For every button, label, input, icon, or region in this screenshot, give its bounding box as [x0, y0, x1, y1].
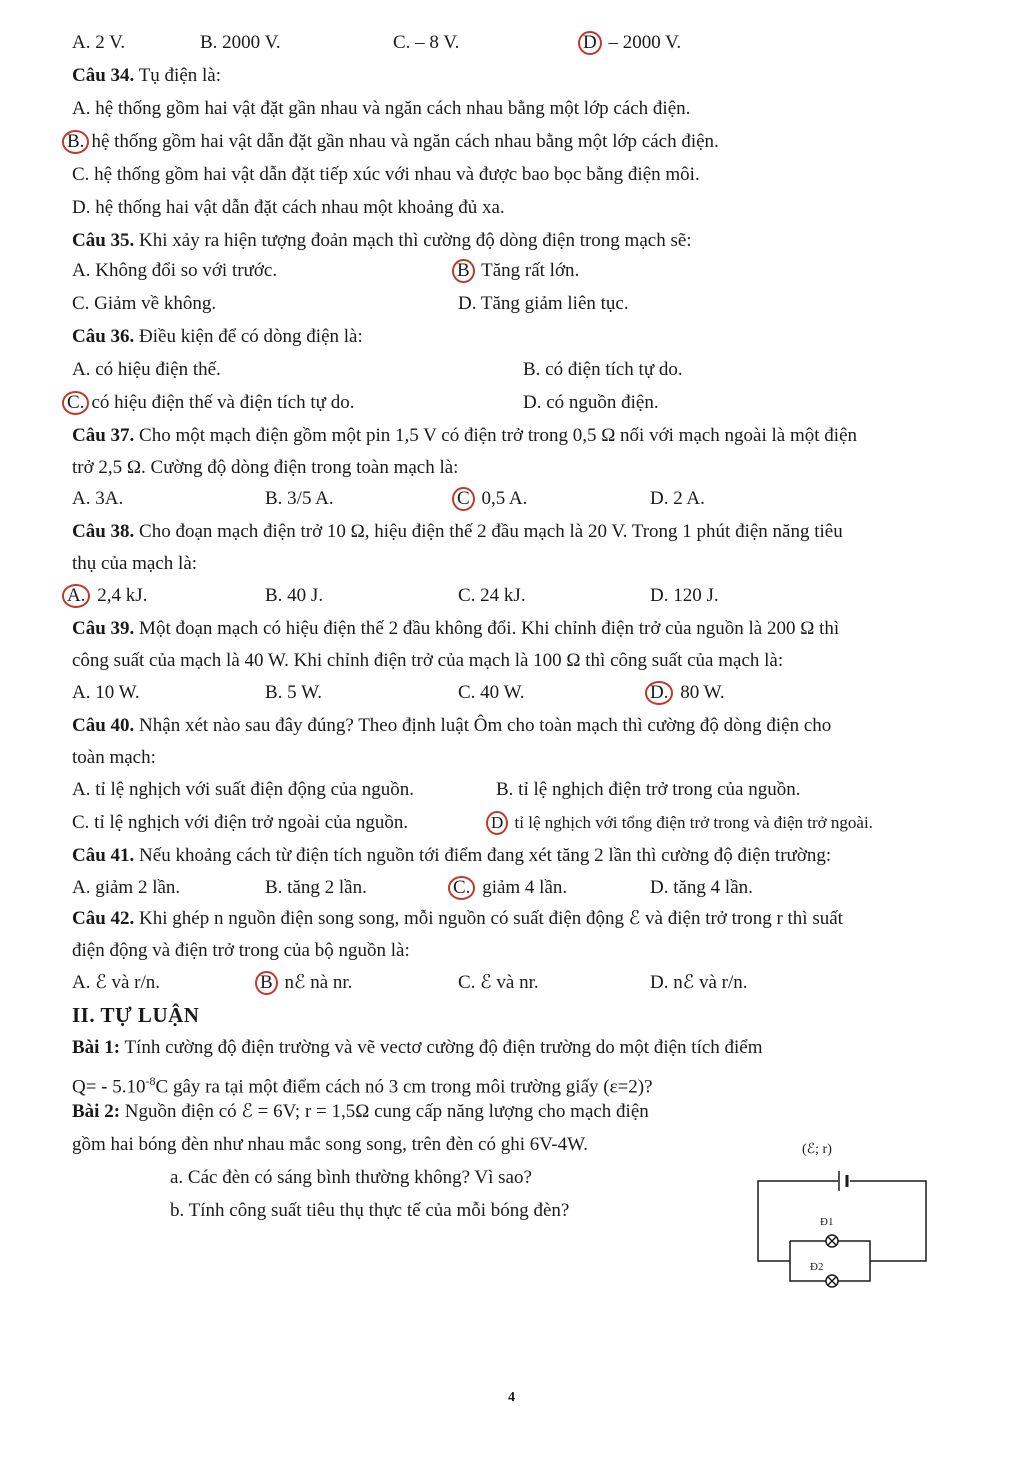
q40-option-b: B. tỉ lệ nghịch điện trở trong của nguồn. — [496, 779, 801, 800]
circuit-diagram — [750, 1135, 940, 1295]
exercise-number: Bài 2: — [72, 1101, 121, 1122]
q36-stem — [72, 324, 363, 350]
exercise-number: Bài 1: — [72, 1037, 121, 1058]
source-label: (ℰ; r) — [802, 1142, 832, 1157]
q33-option-d — [578, 30, 681, 56]
bai2-question-a: a. Các đèn có sáng bình thường không? Vì sao? — [170, 1167, 532, 1188]
q42-stem — [72, 906, 843, 932]
question-number: Câu 37. — [72, 425, 135, 446]
answer-circle: C. — [448, 876, 475, 900]
q39-option-d — [645, 680, 725, 706]
bai1-line2 — [72, 1068, 653, 1100]
question-number: Câu 42. — [72, 908, 135, 929]
question-text: Cho một mạch điện gồm một pin 1,5 V có điện trở trong 0,5 Ω nối với mạch ngoài là một điện — [134, 425, 858, 446]
bai1-line1 — [72, 1035, 763, 1061]
q36-option-c — [62, 390, 354, 416]
page-number: 4 — [508, 1390, 515, 1405]
question-text: Khi xảy ra hiện tượng đoản mạch thì cường độ dòng điện trong mạch sẽ: — [134, 230, 692, 251]
q38-stem-cont: thụ của mạch là: — [72, 553, 198, 574]
q38-option-c: C. 24 kJ. — [458, 585, 526, 606]
answer-circle: B — [452, 259, 475, 283]
exponent: -8 — [145, 1074, 156, 1088]
q36-option-a: A. có hiệu điện thế. — [72, 359, 221, 380]
q37-option-b: B. 3/5 A. — [265, 488, 334, 509]
question-number: Câu 39. — [72, 618, 135, 639]
option-text: 2,4 kJ. — [92, 585, 148, 606]
q34-option-d: D. hệ thống hai vật dẫn đặt cách nhau một khoảng đủ xa. — [72, 197, 505, 218]
question-number: Câu 34. — [72, 65, 135, 86]
q36-option-d: D. có nguồn điện. — [523, 392, 659, 413]
answer-circle: D. — [645, 681, 673, 705]
q36-option-b: B. có điện tích tự do. — [523, 359, 683, 380]
q39-stem — [72, 616, 839, 642]
bai2-question-b: b. Tính công suất tiêu thụ thực tế của mỗi bóng đèn? — [170, 1200, 570, 1221]
q37-stem-cont: trở 2,5 Ω. Cường độ dòng điện trong toàn mạch là: — [72, 457, 459, 478]
q41-option-c — [448, 875, 567, 901]
question-number: Câu 40. — [72, 715, 135, 736]
q34-option-c: C. hệ thống gồm hai vật dẫn đặt tiếp xúc với nhau và được bao bọc bằng điện môi. — [72, 164, 700, 185]
q41-option-b: B. tăng 2 lần. — [265, 877, 367, 898]
q35-option-d: D. Tăng giảm liên tục. — [458, 293, 629, 314]
q33-option-c: C. – 8 V. — [393, 32, 460, 53]
q41-stem — [72, 843, 831, 869]
q35-stem — [72, 228, 692, 254]
q41-option-a: A. giảm 2 lần. — [72, 877, 181, 898]
q37-option-d: D. 2 A. — [650, 488, 705, 509]
q37-option-a: A. 3A. — [72, 488, 124, 509]
question-number: Câu 38. — [72, 521, 135, 542]
q39-option-c: C. 40 W. — [458, 682, 525, 703]
q38-option-d: D. 120 J. — [650, 585, 719, 606]
lamp2-label: Đ2 — [810, 1261, 824, 1273]
q40-stem — [72, 713, 831, 739]
question-text: Khi ghép n nguồn điện song song, mỗi nguồn có suất điện động ℰ và điện trở trong r thì suất — [134, 908, 843, 929]
answer-circle: B — [255, 971, 278, 995]
q33-option-b: B. 2000 V. — [200, 32, 281, 53]
option-text: tỉ lệ nghịch với tổng điện trở trong và điện trở ngoài. — [510, 813, 873, 832]
bai2-line1 — [72, 1099, 649, 1125]
answer-circle: A. — [62, 584, 90, 608]
circuit-wires — [758, 1181, 926, 1281]
question-text: Điều kiện để có dòng điện là: — [134, 326, 363, 347]
option-text: hệ thống gồm hai vật dẫn đặt gần nhau và ngăn cách nhau bằng một lớp cách điện. — [91, 131, 719, 152]
q42-option-c: C. ℰ và nr. — [458, 972, 539, 993]
lamp-icon — [826, 1275, 838, 1287]
q39-stem-cont: công suất của mạch là 40 W. Khi chỉnh điện trở của mạch là 100 Ω thì công suất của mạch là: — [72, 650, 784, 671]
q35-option-a: A. Không đổi so với trước. — [72, 260, 278, 281]
answer-circle: C. — [62, 391, 89, 415]
q38-stem — [72, 519, 843, 545]
q34-option-a: A. hệ thống gồm hai vật đặt gần nhau và ngăn cách nhau bằng một lớp cách điện. — [72, 98, 691, 119]
q35-option-b — [452, 258, 579, 284]
lamp-icon — [826, 1235, 838, 1247]
q38-option-b: B. 40 J. — [265, 585, 324, 606]
answer-circle: D — [578, 31, 602, 55]
q40-option-a: A. tỉ lệ nghịch với suất điện động của nguồn. — [72, 779, 414, 800]
q35-option-c: C. Giảm về không. — [72, 293, 217, 314]
question-text: Nhận xét nào sau đây đúng? Theo định luật Ôm cho toàn mạch thì cường độ dòng điện cho — [134, 715, 832, 736]
question-text: Nếu khoảng cách từ điện tích nguồn tới điểm đang xét tăng 2 lần thì cường độ điện trường: — [134, 845, 832, 866]
q42-option-a: A. ℰ và r/n. — [72, 972, 161, 993]
option-text: nℰ nà nr. — [279, 972, 353, 993]
question-text: Cho đoạn mạch điện trở 10 Ω, hiệu điện thế 2 đầu mạch là 20 V. Trong 1 phút điện năng tiêu — [134, 521, 843, 542]
q34-stem — [72, 63, 221, 89]
q41-option-d: D. tăng 4 lần. — [650, 877, 753, 898]
answer-circle: D — [486, 811, 508, 835]
lamp1-label: Đ1 — [820, 1216, 834, 1228]
q42-option-b — [255, 970, 352, 996]
question-text: Tụ điện là: — [134, 65, 222, 86]
q37-stem — [72, 423, 857, 449]
q38-option-a — [62, 583, 147, 609]
q39-option-b: B. 5 W. — [265, 682, 323, 703]
question-number: Câu 35. — [72, 230, 135, 251]
exercise-text: Tính cường độ điện trường và vẽ vectơ cường độ điện trường do một điện tích điểm — [120, 1037, 763, 1058]
q40-stem-cont: toàn mạch: — [72, 747, 156, 768]
q39-option-a: A. 10 W. — [72, 682, 140, 703]
question-number: Câu 41. — [72, 845, 135, 866]
q42-option-d: D. nℰ và r/n. — [650, 972, 748, 993]
charge-value: Q= - 5.10 — [72, 1076, 146, 1098]
exercise-text: C gây ra tại một điểm cách nó 3 cm trong môi trường giấy (ε=2)? — [155, 1076, 653, 1098]
q40-option-d — [486, 810, 873, 836]
answer-circle: B. — [62, 130, 89, 154]
option-text: có hiệu điện thế và điện tích tự do. — [91, 392, 355, 413]
option-text: 80 W. — [675, 682, 725, 703]
option-text: giảm 4 lần. — [477, 877, 568, 898]
q33-option-a: A. 2 V. — [72, 32, 126, 53]
q37-option-c — [452, 486, 527, 512]
section-heading: II. TỰ LUẬN — [72, 1003, 200, 1027]
q42-stem-cont: điện động và điện trở trong của bộ nguồn là: — [72, 940, 410, 961]
q34-option-b — [62, 129, 719, 155]
q40-option-c: C. tỉ lệ nghịch với điện trở ngoài của nguồn. — [72, 812, 409, 833]
battery-icon — [839, 1171, 847, 1191]
option-text: Tăng rất lớn. — [476, 260, 580, 281]
answer-circle: C — [452, 487, 475, 511]
question-text: Một đoạn mạch có hiệu điện thế 2 đầu không đổi. Khi chỉnh điện trở của nguồn là 200 Ω thì — [134, 618, 840, 639]
option-text: 0,5 A. — [476, 488, 528, 509]
option-text: – 2000 V. — [603, 32, 682, 53]
question-number: Câu 36. — [72, 326, 135, 347]
bai2-line2: gồm hai bóng đèn như nhau mắc song song, trên đèn có ghi 6V-4W. — [72, 1134, 589, 1155]
exercise-text: Nguồn điện có ℰ = 6V; r = 1,5Ω cung cấp năng lượng cho mạch điện — [120, 1101, 649, 1122]
